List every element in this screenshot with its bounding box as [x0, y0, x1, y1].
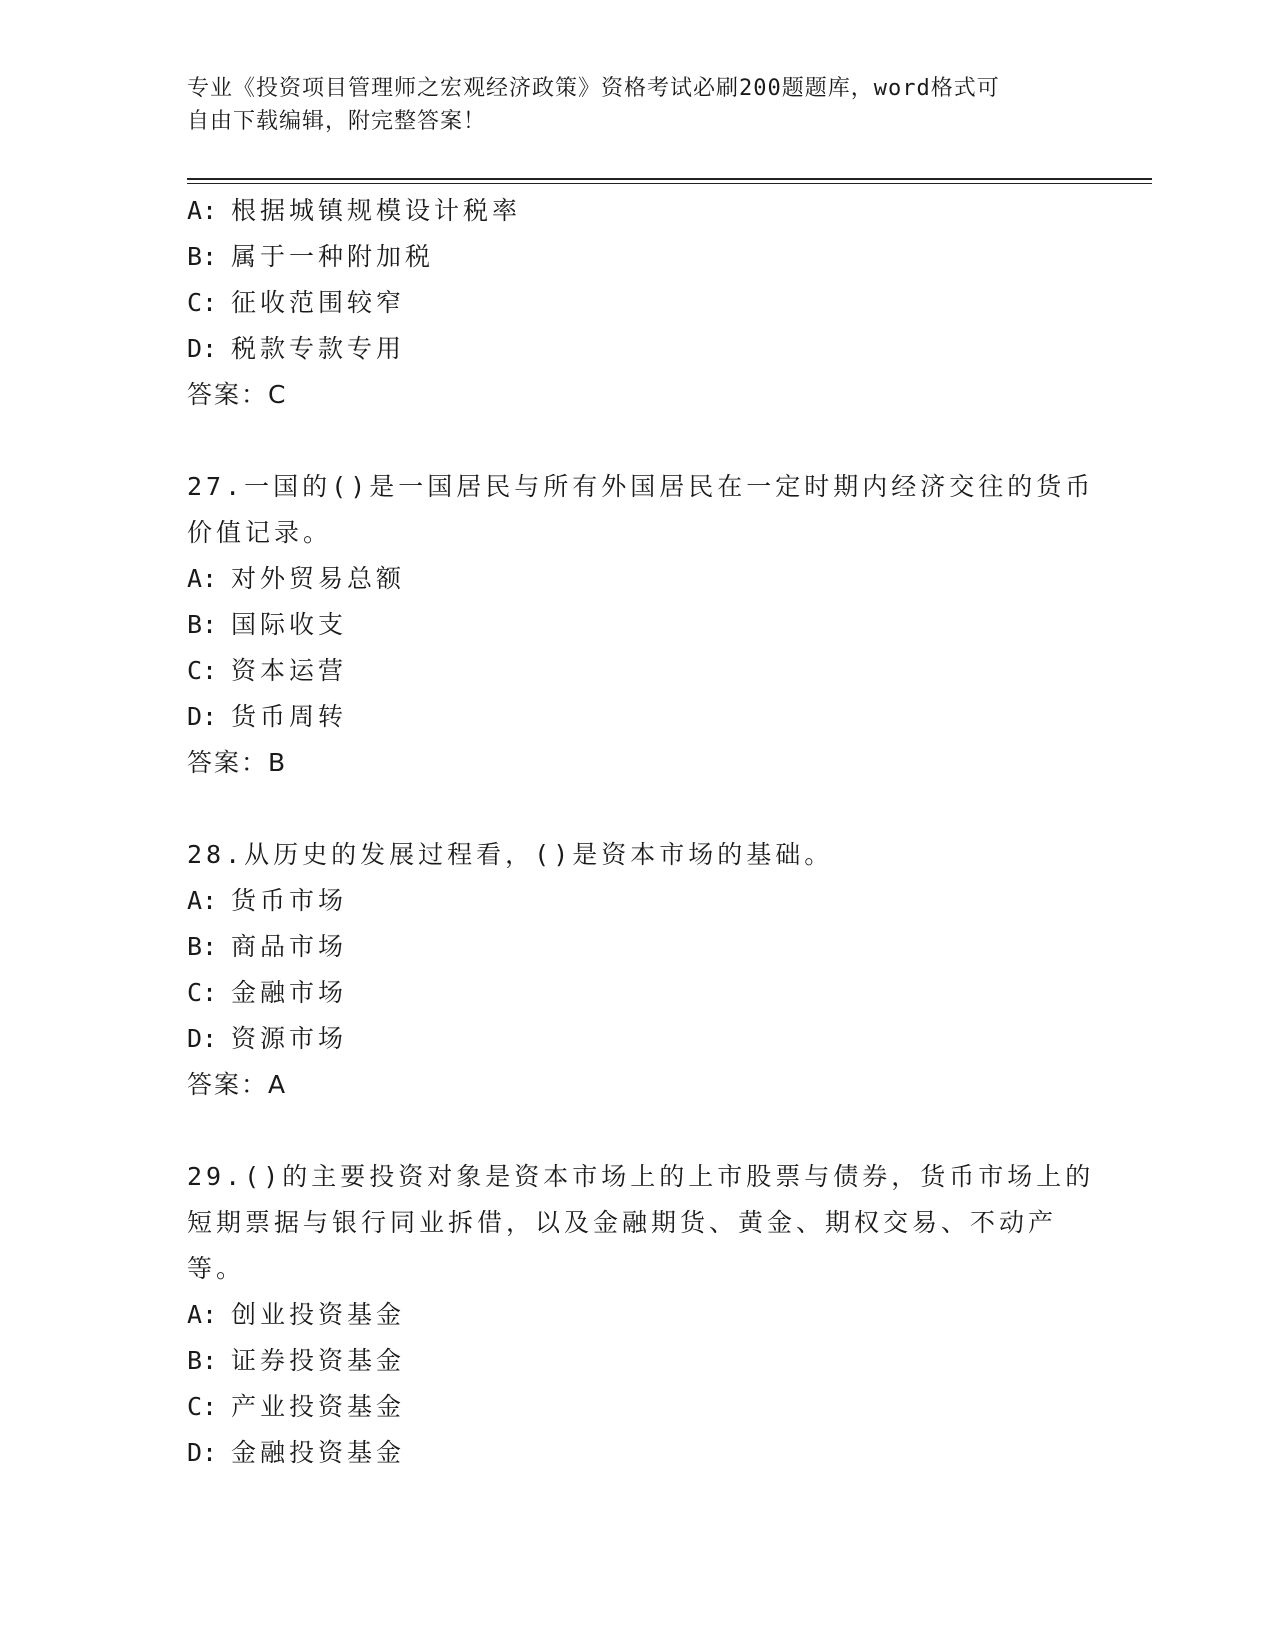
option-label: B:	[187, 610, 218, 639]
option-label: A:	[187, 564, 218, 593]
option-label: A:	[187, 196, 218, 225]
option-c	[187, 648, 1087, 694]
option-b	[187, 1338, 1087, 1384]
option-label: C:	[187, 1392, 218, 1421]
option-text: 属于一种附加税	[231, 242, 435, 271]
option-d	[187, 326, 1087, 372]
header-rule-thick	[187, 178, 1152, 180]
option-c	[187, 970, 1087, 1016]
option-label: D:	[187, 1024, 218, 1053]
option-d	[187, 694, 1087, 740]
answer: 答案：C	[187, 380, 288, 409]
option-a	[187, 556, 1087, 602]
question-list	[187, 188, 1095, 1476]
option-a	[187, 1292, 1087, 1338]
option-text: 资源市场	[231, 1024, 348, 1053]
option-text: 根据城镇规模设计税率	[231, 196, 522, 225]
option-text: 创业投资基金	[231, 1300, 406, 1329]
option-text: 证券投资基金	[231, 1346, 406, 1375]
option-text: 对外贸易总额	[231, 564, 406, 593]
document-header	[187, 72, 1087, 138]
option-label: A:	[187, 1300, 218, 1329]
question-29	[187, 1154, 1095, 1476]
option-text: 资本运营	[231, 656, 348, 685]
option-text: 金融市场	[231, 978, 348, 1007]
option-text: 产业投资基金	[231, 1392, 406, 1421]
question-27	[187, 464, 1095, 786]
question-line: 29.()的主要投资对象是资本市场上的上市股票与债券，货币市场上的	[187, 1162, 1095, 1191]
header-line-2: 自由下载编辑，附完整答案！	[187, 109, 487, 134]
option-b	[187, 602, 1087, 648]
option-a	[187, 188, 1087, 234]
option-d	[187, 1430, 1087, 1476]
option-b	[187, 234, 1087, 280]
question-28	[187, 832, 1087, 1108]
option-text: 金融投资基金	[231, 1438, 406, 1467]
option-label: C:	[187, 288, 218, 317]
answer: 答案：B	[187, 748, 288, 777]
option-text: 税款专款专用	[231, 334, 406, 363]
option-text: 国际收支	[231, 610, 348, 639]
option-a	[187, 878, 1087, 924]
option-d	[187, 1016, 1087, 1062]
option-text: 征收范围较窄	[231, 288, 406, 317]
option-b	[187, 924, 1087, 970]
question-line: 28.从历史的发展过程看，()是资本市场的基础。	[187, 840, 834, 869]
option-label: B:	[187, 1346, 218, 1375]
question-text	[187, 832, 1087, 878]
option-label: A:	[187, 886, 218, 915]
header-line-1: 专业《投资项目管理师之宏观经济政策》资格考试必刷200题题库，word格式可	[187, 76, 1000, 101]
question-text	[187, 1154, 1095, 1292]
option-label: B:	[187, 242, 218, 271]
option-c	[187, 280, 1087, 326]
question-line: 等。	[187, 1254, 246, 1283]
option-label: D:	[187, 334, 218, 363]
option-label: B:	[187, 932, 218, 961]
option-label: D:	[187, 702, 218, 731]
answer: 答案：A	[187, 1070, 288, 1099]
question-26	[187, 188, 1087, 418]
question-line: 价值记录。	[187, 518, 333, 547]
question-text	[187, 464, 1095, 556]
option-text: 货币周转	[231, 702, 348, 731]
option-text: 货币市场	[231, 886, 348, 915]
question-line: 短期票据与银行同业拆借，以及金融期货、黄金、期权交易、不动产	[187, 1208, 1058, 1237]
option-label: D:	[187, 1438, 218, 1467]
option-text: 商品市场	[231, 932, 348, 961]
question-line: 27.一国的()是一国居民与所有外国居民在一定时期内经济交往的货币	[187, 472, 1095, 501]
header-rule-thin	[187, 183, 1152, 184]
option-label: C:	[187, 978, 218, 1007]
option-label: C:	[187, 656, 218, 685]
option-c	[187, 1384, 1087, 1430]
